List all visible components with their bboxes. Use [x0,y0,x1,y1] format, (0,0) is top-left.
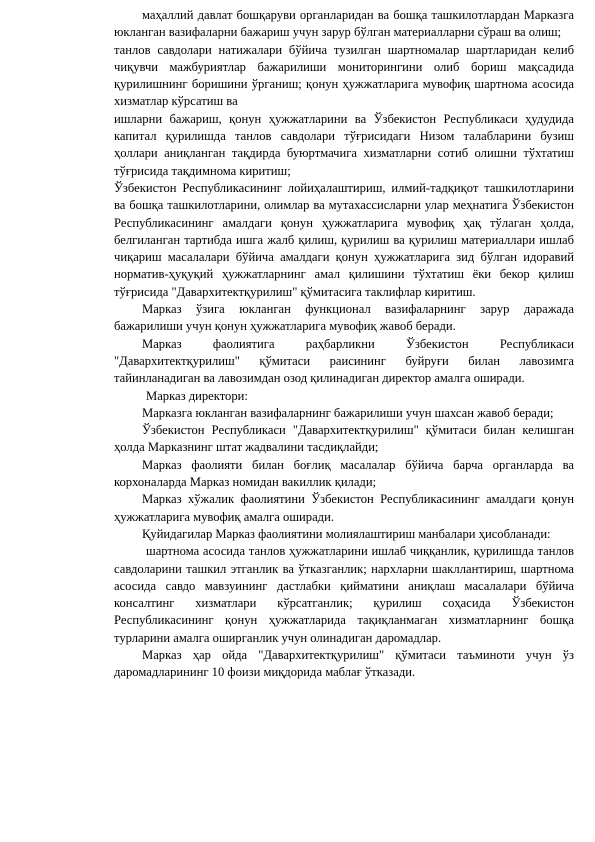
paragraph-4: Ўзбекистон Республикасининг лойиҳалаштириш, илмий-тадқиқот ташкилотларини ва бошқа ташкилотларини, олимлар ва мутахассисларни улар меҳнатига Ўзбекистон Республикасининг амалдаги қонун ҳужжатларига мувофиқ ҳақ тўлаган ҳолда, белгиланган тартибда ишга жалб қилиш, қурилиш ва қурилиш материаллари ишлаб чиқариш масалалари бўйича амалдаги қонун ҳужжатларига зид бўлган идоравий норматив-ҳуқуқий ҳужжатларнинг амал қилишини тўхтатиш ёки бекор қилиш тўғрисида "Давархитектқурилиш" қўмитасига таклифлар киритиш. [114,180,574,299]
paragraph-6: Марказ фаолиятига раҳбарликни Ўзбекистон Республикаси "Давархитектқурилиш" қўмитаси раисининг буйруғи билан лавозимга тайинланадиган ва лавозимдан озод қилинадиган директор амалга оширади. [114,336,574,386]
director-heading: Марказ директори: [146,388,248,403]
paragraph-9: Ўзбекистон Республикаси "Давархитектқурилиш" қўмитаси билан келишган ҳолда Марказнинг штат жадвалини тасдиқлайди; [114,423,574,455]
paragraph-11: Марказ хўжалик фаолиятини Ўзбекистон Республикасининг амалдаги қонун ҳужжатларига мувофиқ амалга оширади. [114,492,574,524]
paragraph-12: Қуйидагилар Марказ фаолиятини молиялаштириш манбалари ҳисобланади: [142,526,551,541]
paragraph-2: танлов савдолари натижалари бўйича тузилган шартномалар шартларидан келиб чиқувчи мажбуриятлар бажарилиши мониторингини олиб бориш мақсадида қурилишнинг боришини ўрганиш; қонун ҳужжатларига мувофиқ шартнома асосида хизматлар кўрсатиш ва [114,42,574,109]
paragraph-10: Марказ фаолияти билан боғлиқ масалалар бўйича барча органларда ва корхоналарда Марказ номидан вакиллик қилади; [114,457,574,490]
paragraph-14: Марказ ҳар ойда "Давархитектқурилиш" қўмитаси таъминоти учун ўз даромадларининг 10 фоизи миқдорида маблағ ўтказади. [114,647,574,680]
paragraph-13: шартнома асосида танлов ҳужжатларини ишлаб чиққанлик, қурилишда танлов савдоларини ташкил этганлик ва ўтказганлик; нархларни шакллантириш, шартнома асосида савдо мавзуининг дастлабки қийматини аниқлаш масалалари бўйича консалтинг хизматлари кўрсатганлик; қурилиш соҳасида Ўзбекистон Республикасининг қонун ҳужжатларида тақиқланмаган хизматларнинг бошқа турларини амалга оширганлик учун олинадиган даромадлар. [114,544,574,645]
paragraph-8: Марказга юкланган вазифаларнинг бажарилиши учун шахсан жавоб беради; [142,405,554,420]
paragraph-1: маҳаллий давлат бошқаруви органларидан ва бошқа ташкилотлардан Марказга юкланган вазифаларни бажариш учун зарур бўлган материалларни сўраш ва олиш; [114,8,574,40]
document-page [114,7,574,682]
paragraph-5: Марказ ўзига юкланган функционал вазифаларнинг зарур даражада бажарилиши учун қонун ҳужжатларига мувофиқ жавоб беради. [114,302,574,334]
paragraph-3: ишларни бажариш, қонун ҳужжатларини ва Ўзбекистон Республикаси ҳудудида капитал қурилишда танлов савдолари тўғрисидаги Низом талабларини бузиш ҳоллари аниқланган тақдирда буюртмачига хизматларни сотиб олишни тўхтатиш тўғрисида тақдимнома киритиш; [114,111,574,178]
